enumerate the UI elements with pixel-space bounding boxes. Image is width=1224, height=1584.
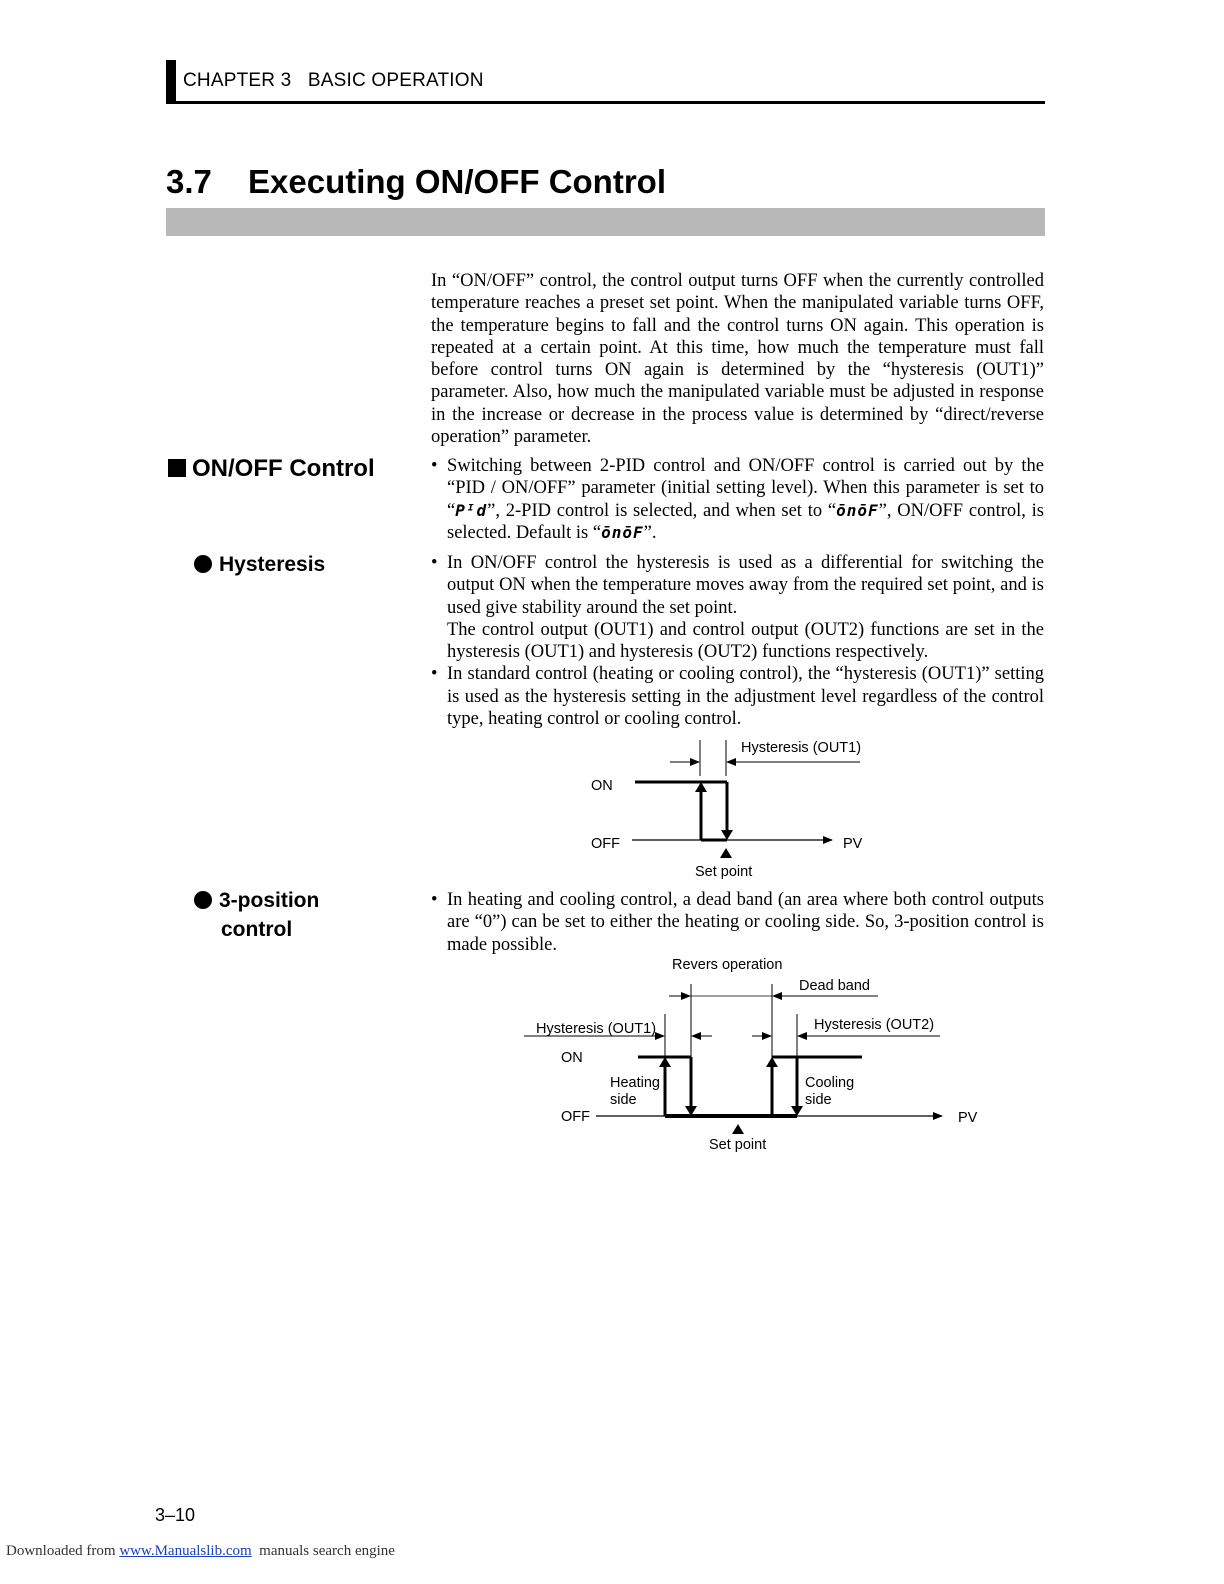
seg-code-default: ōnōF [601, 522, 644, 542]
circle-bullet-icon [194, 891, 212, 909]
d2-hyst2-label: Hysteresis (OUT2) [814, 1017, 935, 1033]
d2-setpoint-label: Set point [709, 1137, 767, 1153]
bullet-dot-icon: • [431, 890, 438, 910]
section-number: 3.7 [166, 163, 212, 200]
title-band [166, 208, 1045, 236]
chapter-marker-bar [166, 60, 176, 104]
hysteresis-bullet-2: • In standard control (heating or cooling control), the “hysteresis (OUT1)” setting is used as the hysteresis setting in the adjustment level regardless of the control type, heating control or cooling control. [431, 664, 1044, 730]
d2-pv-label: PV [958, 1110, 978, 1126]
d2-hyst1-label: Hysteresis (OUT1) [536, 1021, 657, 1037]
bullet-dot-icon: • [431, 456, 438, 476]
manualslib-link[interactable]: www.Manualslib.com [119, 1543, 252, 1559]
three-position-bullet-block [431, 889, 1044, 956]
header-rule [176, 101, 1045, 104]
section-title [166, 163, 666, 201]
d2-cooling-line1: Cooling [805, 1075, 855, 1091]
hysteresis-diagram [560, 736, 890, 882]
section-title-text: Executing ON/OFF Control [248, 163, 666, 200]
d1-pv-label: PV [843, 836, 863, 852]
d2-deadband-label: Dead band [799, 978, 870, 994]
hysteresis-bullet-1: • In ON/OFF control the hysteresis is used as a differential for switching the output ON when the temperature moves away from the required set point, and is used give stability around the set point. The control output (OUT1) and control output (OUT2) functions are set in the hysteresis (OUT1) and hysteresis (OUT2) functions respectively. [431, 553, 1044, 663]
three-position-diagram [520, 954, 990, 1158]
onoff-bullet: • Switching between 2-PID control and ON/OFF control is carried out by the “PID / ON/OFF” parameter (initial setting level). When this parameter is set to “Pᴵd”, 2-PID control is selected, and when set to “ōnōF”, ON/OFF control, is selected. Default is “ōnōF”. [431, 456, 1045, 543]
d2-reverse-label: Revers operation [672, 957, 783, 973]
three-position-heading: 3-position control [194, 887, 319, 944]
d2-off-label: OFF [561, 1109, 590, 1125]
circle-bullet-icon [194, 555, 212, 573]
d2-heating-line2: side [610, 1092, 637, 1108]
square-bullet-icon [168, 459, 186, 477]
d2-heating-line1: Heating [610, 1075, 660, 1091]
d1-on-label: ON [591, 778, 613, 794]
download-footer: Downloaded from www.Manualslib.com manuals search engine [6, 1543, 395, 1559]
onoff-heading: ON/OFF Control [168, 455, 375, 483]
bullet-dot-icon: • [431, 553, 438, 573]
d2-cooling-line2: side [805, 1092, 832, 1108]
hysteresis-heading: Hysteresis [194, 551, 325, 579]
d1-hysteresis-label: Hysteresis (OUT1) [741, 740, 862, 756]
page-number: 3–10 [155, 1505, 196, 1525]
bullet-dot-icon: • [431, 664, 438, 685]
hysteresis-bullet-block [431, 552, 1044, 730]
d2-on-label: ON [561, 1050, 583, 1066]
seg-code-onof: ōnōF [836, 500, 879, 520]
intro-paragraph: In “ON/OFF” control, the control output turns OFF when the currently controlled temperature reaches a preset set point. When the manipulated variable turns OFF, the temperature begins to fall and the control turns ON again. This operation is repeated at a certain point. At this time, how much the temperature must fall before control turns ON again is determined by the “hysteresis (OUT1)” parameter. Also, how much the manipulated variable must be adjusted in response in the increase or decrease in the process value is determined by “direct/reverse operation” parameter. [431, 271, 1044, 448]
onoff-bullet-block [431, 455, 1044, 544]
d1-setpoint-label: Set point [695, 864, 753, 880]
seg-code-pid: Pᴵd [455, 500, 488, 520]
d1-off-label: OFF [591, 836, 620, 852]
three-position-bullet: • In heating and cooling control, a dead band (an area where both control outputs are “0”) can be set to either the heating or cooling side. So, 3-position control is made possible. [431, 890, 1044, 955]
chapter-header: CHAPTER 3 BASIC OPERATION [183, 70, 484, 91]
